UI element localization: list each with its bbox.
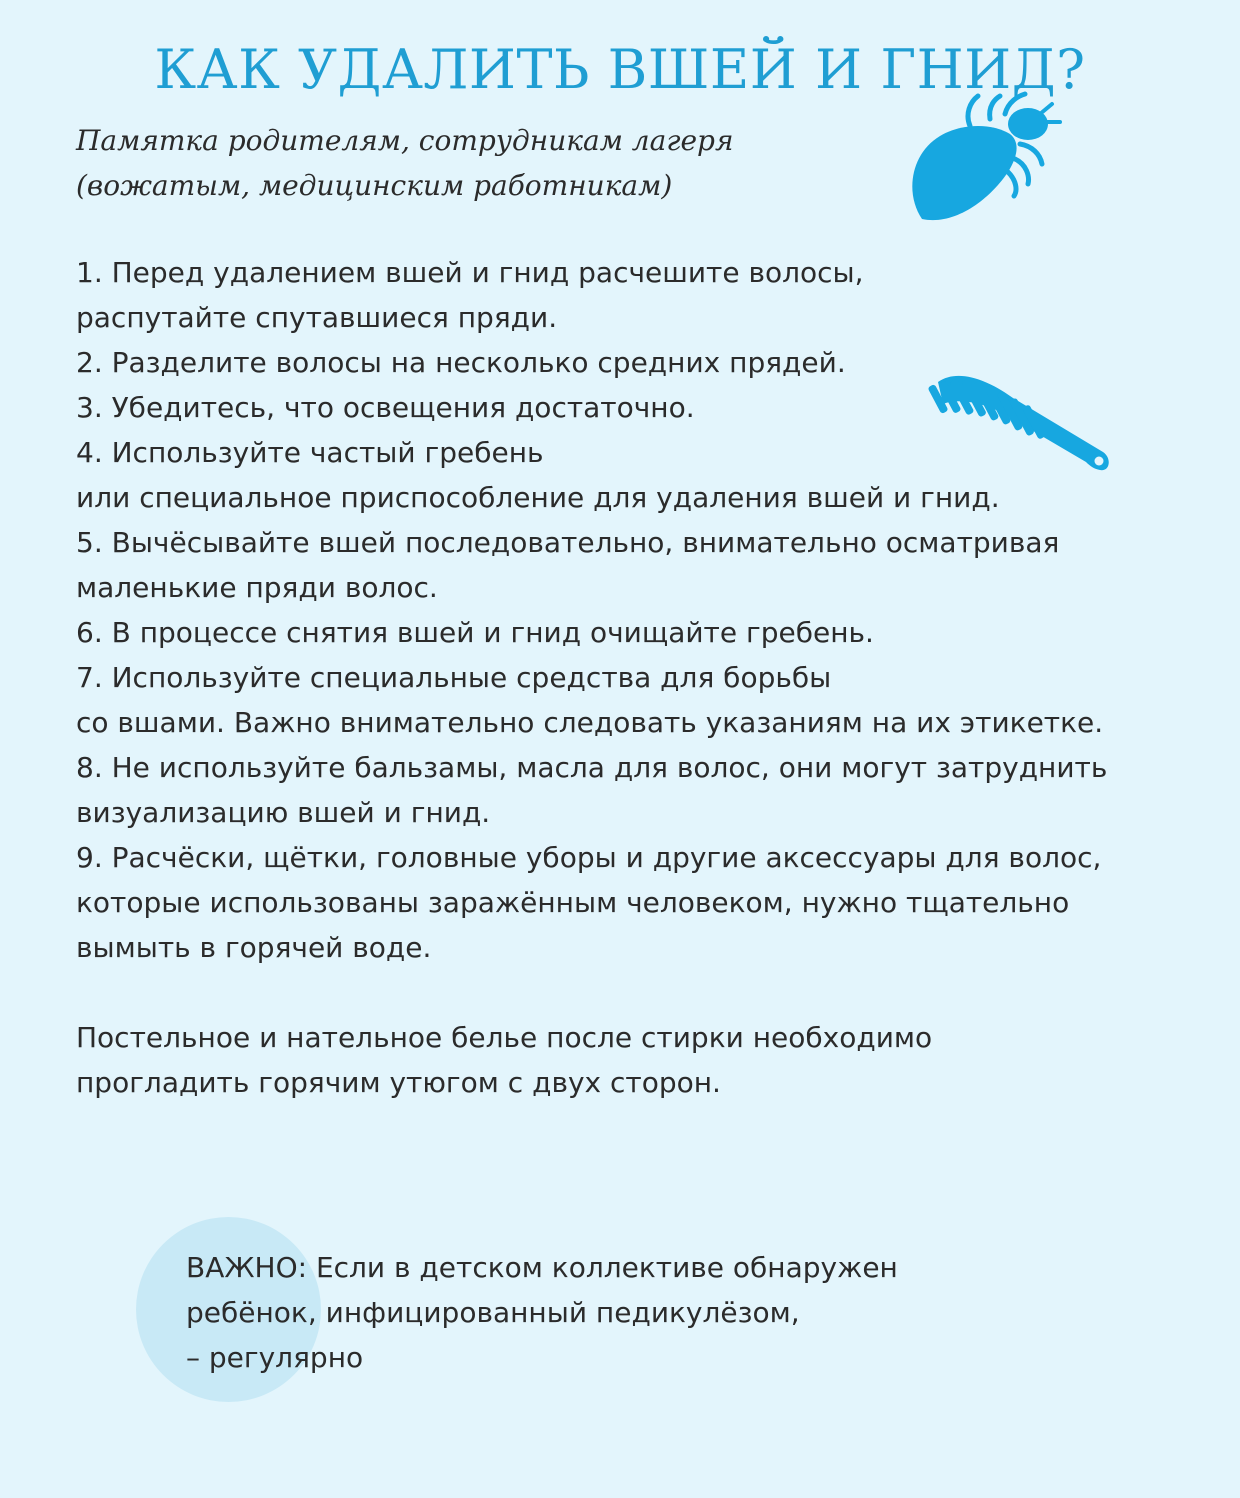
step-line: со вшами. Важно внимательно следовать указаниям на их этикетке. [76, 706, 1104, 739]
step-line: 4. Используйте частый гребень [76, 436, 544, 469]
subtitle-line-2: (вожатым, медицинским работникам) [76, 169, 673, 202]
step-line: визуализацию вшей и гнид. [76, 796, 491, 829]
step-line: маленькие пряди волос. [76, 571, 438, 604]
important-line-1: ВАЖНО: Если в детском коллективе обнаружен [186, 1251, 898, 1284]
step-line: 6. В процессе снятия вшей и гнид очищайте гребень. [76, 616, 874, 649]
important-line-2: ребёнок, инфицированный педикулёзом, [186, 1296, 800, 1329]
louse-icon [900, 84, 1070, 234]
important-line-3: – регулярно [186, 1341, 364, 1374]
step-line: 7. Используйте специальные средства для борьбы [76, 661, 832, 694]
step-line: или специальное приспособление для удаления вшей и гнид. [76, 481, 1000, 514]
note-line-2: прогладить горячим утюгом с двух сторон. [76, 1066, 721, 1099]
step-line: 5. Вычёсывайте вшей последовательно, внимательно осматривая [76, 526, 1060, 559]
step-line: 2. Разделите волосы на несколько средних прядей. [76, 346, 846, 379]
comb-icon [918, 340, 1118, 480]
step-line: 8. Не используйте бальзамы, масла для волос, они могут затруднить [76, 751, 1108, 784]
step-line: 3. Убедитесь, что освещения достаточно. [76, 391, 695, 424]
step-line: 9. Расчёски, щётки, головные уборы и другие аксессуары для волос, [76, 841, 1102, 874]
page-title: КАК УДАЛИТЬ ВШЕЙ И ГНИД? [154, 38, 1086, 102]
subtitle-line-1: Памятка родителям, сотрудникам лагеря [76, 124, 734, 157]
step-line: 1. Перед удалением вшей и гнид расчешите волосы, [76, 256, 864, 289]
step-line: которые использованы заражённым человеком, нужно тщательно [76, 886, 1070, 919]
important-note [186, 1245, 1086, 1380]
step-line: распутайте спутавшиеся пряди. [76, 301, 558, 334]
laundry-note [76, 1015, 1176, 1105]
note-line-1: Постельное и нательное белье после стирки необходимо [76, 1021, 933, 1054]
step-line: вымыть в горячей воде. [76, 931, 432, 964]
subtitle [76, 118, 836, 208]
